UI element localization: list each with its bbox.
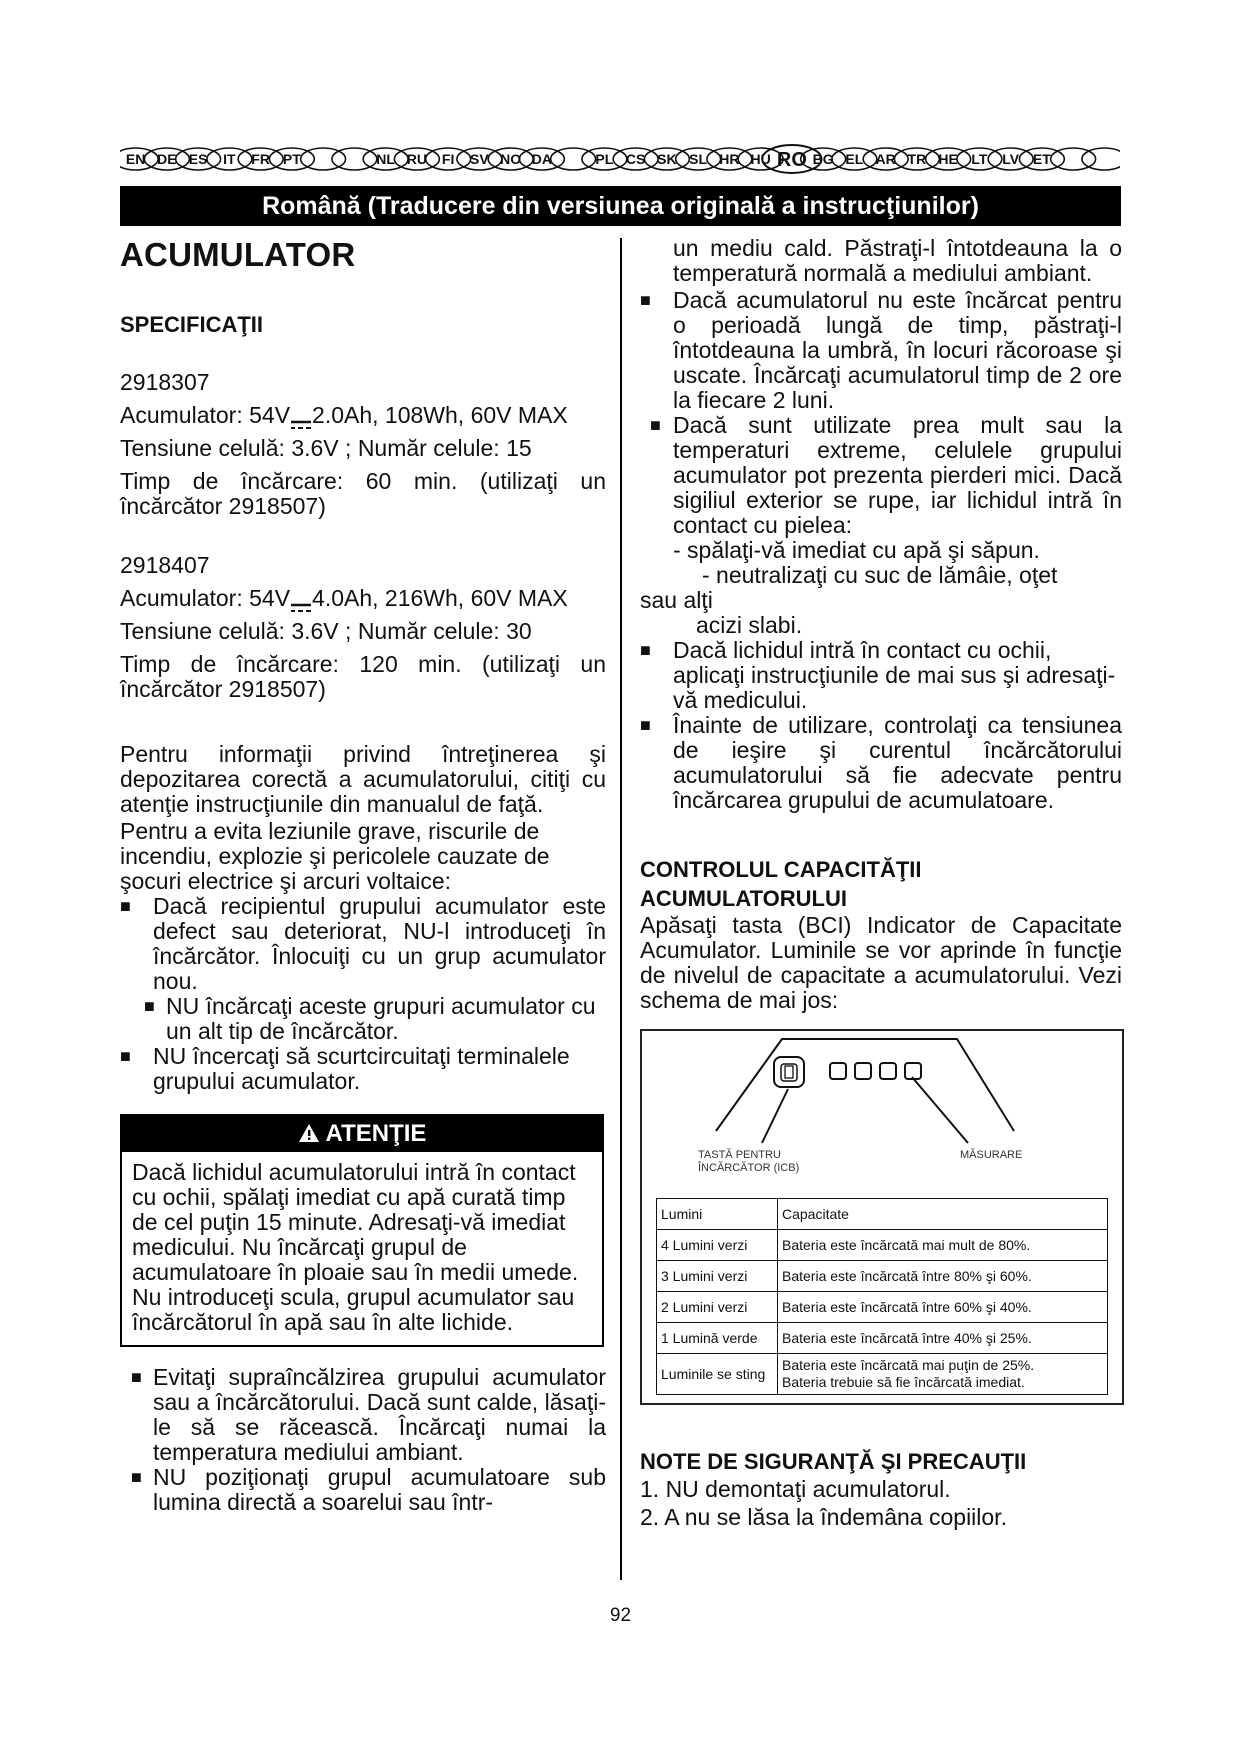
table-row xyxy=(657,1261,1108,1292)
model1-code: 2918307 xyxy=(120,369,210,395)
dash-item-continued: sau alţi xyxy=(640,587,713,613)
table-cell: Bateria este încărcată mai mult de 80%. xyxy=(778,1230,1108,1261)
svg-text:HR: HR xyxy=(719,151,740,167)
bullet-square-icon: ■ xyxy=(131,1467,142,1487)
svg-text:HU: HU xyxy=(750,151,771,167)
model1-accumulator xyxy=(120,403,606,428)
model2-acc-prefix: Acumulator: 54V xyxy=(120,585,291,611)
bullet-square-icon: ■ xyxy=(640,640,651,660)
bullet-square-icon: ■ xyxy=(650,415,661,435)
icb-key-label xyxy=(698,1149,799,1175)
list-item-text: Înainte de utilizare, controlaţi ca tensiunea de ieşire şi curentul încărcătorului acumulatorului să fie adecvate pentru încărcarea grupului de acumulatoare. xyxy=(673,712,1122,813)
model2-charge: Timp de încărcare: 120 min. (utilizaţi un încărcător 2918507) xyxy=(120,651,606,702)
model2-cell: Tensiune celulă: 3.6V ; Număr celule: 30 xyxy=(120,618,532,644)
warning-title: ATENŢIE xyxy=(325,1120,427,1147)
capacity-table xyxy=(656,1198,1108,1395)
bullet-square-icon: ■ xyxy=(640,290,651,310)
list-item-text: Dacă sunt utilizate prea mult sau la temperaturi extreme, celulele grupului acumulator pot prezenta pierderi mici. Dacă sigiliul exterior se rupe, iar lichidul intră în contact cu pielea: xyxy=(673,412,1122,538)
table-cell: 2 Lumini verzi xyxy=(657,1292,778,1323)
capacity-heading-line2: ACUMULATORULUI xyxy=(640,886,847,911)
table-cell: Bateria este încărcată între 80% şi 60%. xyxy=(778,1261,1108,1292)
capacity-heading xyxy=(640,855,1122,913)
list-item xyxy=(640,638,1122,713)
svg-text:FR: FR xyxy=(251,151,270,167)
svg-text:LT: LT xyxy=(971,151,988,167)
svg-text:FI: FI xyxy=(441,151,455,167)
list-item-text: Evitaţi supraîncălzirea grupului acumulator sau a încărcătorului. Dacă sunt calde, lăsaţi-le să se răcească. Încărcaţi numai la temperatura mediului ambiant. xyxy=(153,1364,606,1465)
model2-acc-suffix: 4.0Ah, 216Wh, 60V MAX xyxy=(312,585,568,611)
section-title: ACUMULATOR xyxy=(120,236,356,273)
table-row xyxy=(657,1292,1108,1323)
table-cell xyxy=(778,1354,1108,1395)
svg-text:HE: HE xyxy=(938,151,958,167)
bullet-square-icon: ■ xyxy=(120,896,131,916)
svg-text:NO: NO xyxy=(500,151,522,167)
warning-header xyxy=(122,1116,602,1152)
list-item xyxy=(650,412,1122,538)
list-item xyxy=(120,1044,606,1094)
list-item xyxy=(640,713,1122,813)
list-item xyxy=(144,994,606,1044)
svg-text:RO: RO xyxy=(776,149,807,171)
safety-item: 2. A nu se lăsa la îndemâna copiilor. xyxy=(640,1504,1007,1530)
svg-text:DE: DE xyxy=(157,151,177,167)
svg-text:PL: PL xyxy=(595,151,614,167)
table-cell: Bateria este încărcată între 60% şi 40%. xyxy=(778,1292,1108,1323)
table-cell: 1 Lumină verde xyxy=(657,1323,778,1354)
warning-box xyxy=(120,1114,604,1347)
svg-text:TR: TR xyxy=(907,151,927,167)
svg-text:ES: ES xyxy=(188,151,208,167)
intro-paragraph: Pentru a evita leziunile grave, riscurile de incendiu, explozie şi pericolele cauzate de şocuri electrice şi arcuri voltaice: xyxy=(120,818,550,894)
dc-symbol-icon xyxy=(290,411,312,423)
right-column xyxy=(640,236,1122,1531)
safety-item: 1. NU demontaţi acumulatorul. xyxy=(640,1476,951,1502)
bullet-square-icon: ■ xyxy=(640,715,651,735)
svg-text:PT: PT xyxy=(282,151,301,167)
capacity-heading-line1: CONTROLUL CAPACITĂŢII xyxy=(640,857,922,882)
model1-acc-suffix: 2.0Ah, 108Wh, 60V MAX xyxy=(312,402,568,428)
language-codes-strip xyxy=(120,143,1120,175)
svg-text:AR: AR xyxy=(875,151,896,167)
svg-text:CS: CS xyxy=(625,151,646,167)
table-row xyxy=(657,1354,1108,1395)
safety-heading: NOTE DE SIGURANŢĂ ŞI PRECAUŢII xyxy=(640,1449,1027,1474)
svg-text:EN: EN xyxy=(125,151,146,167)
bullet-square-icon: ■ xyxy=(131,1367,142,1387)
table-cell-line: Bateria trebuie să fie încărcată imediat. xyxy=(782,1374,1025,1390)
table-row xyxy=(657,1230,1108,1261)
dash-item-continued: acizi slabi. xyxy=(696,612,803,638)
svg-text:EL: EL xyxy=(845,151,864,167)
icb-label-line2: ÎNCĂRCĂTOR (ICB) xyxy=(698,1162,800,1174)
warning-triangle-icon xyxy=(298,1118,320,1154)
info-paragraph: Pentru informaţii privind întreţinerea şi depozitarea corectă a acumulatorului, citiţi cu atenţie instrucţiunile din manualul de faţă. xyxy=(120,741,606,817)
list-item-text: NU încercaţi să scurtcircuitaţi terminalele grupului acumulator. xyxy=(153,1043,570,1094)
svg-text:RU: RU xyxy=(406,151,427,167)
list-item-text: NU încărcaţi aceste grupuri acumulator cu un alt tip de încărcător. xyxy=(166,993,596,1044)
table-header-cell: Capacitate xyxy=(778,1199,1108,1230)
page-number: 92 xyxy=(609,1605,632,1626)
svg-text:SV: SV xyxy=(470,151,489,167)
table-header-cell: Lumini xyxy=(657,1199,778,1230)
svg-text:IT: IT xyxy=(223,151,236,167)
list-item-text: Dacă acumulatorul nu este încărcat pentru o perioadă lungă de timp, păstraţi-l întotdeauna la umbră, în locuri răcoroase şi uscate. Încărcaţi acumulatorul timp de 2 ore la fiecare 2 luni. xyxy=(673,287,1122,413)
dc-symbol-icon xyxy=(290,594,312,606)
model1-charge: Timp de încărcare: 60 min. (utilizaţi un încărcător 2918507) xyxy=(120,468,606,519)
list-item xyxy=(640,288,1122,413)
bullet-square-icon: ■ xyxy=(144,996,155,1016)
list-item xyxy=(131,1464,606,1515)
capacity-text: Apăsaţi tasta (BCI) Indicator de Capacitate Acumulator. Luminile se vor aprinde în funcţie de nivelul de capacitate a acumulatorului. Vezi schema de mai jos: xyxy=(640,912,1122,1013)
table-header-row xyxy=(657,1199,1108,1230)
table-row xyxy=(657,1323,1108,1354)
dash-item: - spălaţi-vă imediat cu apă şi săpun. xyxy=(673,537,1040,563)
svg-text:ET: ET xyxy=(1032,151,1051,167)
continuation-text: un mediu cald. Păstraţi-l întotdeauna la o temperatură normală a mediului ambiant. xyxy=(673,235,1122,286)
page-banner: Română (Traducere din versiunea originală a instrucţiunilor) xyxy=(120,186,1121,226)
list-item-text: NU poziţionaţi grupul acumulatoare sub lumina directă a soarelui sau într- xyxy=(153,1464,606,1515)
measure-label: MĂSURARE xyxy=(960,1149,1023,1161)
bullet-square-icon: ■ xyxy=(120,1046,131,1066)
svg-text:SK: SK xyxy=(657,151,677,167)
list-item-text: Dacă lichidul intră în contact cu ochii, aplicaţi instrucţiunile de mai sus şi adresaţi-vă medicului. xyxy=(673,637,1116,713)
model2-code: 2918407 xyxy=(120,552,210,578)
model1-acc-prefix: Acumulator: 54V xyxy=(120,402,291,428)
table-cell: Bateria este încărcată între 40% şi 25%. xyxy=(778,1323,1108,1354)
model1-cell: Tensiune celulă: 3.6V ; Număr celule: 15 xyxy=(120,435,532,461)
svg-text:DA: DA xyxy=(531,151,552,167)
model2-accumulator xyxy=(120,586,606,611)
svg-text:LV: LV xyxy=(1002,151,1020,167)
list-item-text: Dacă recipientul grupului acumulator este defect sau deteriorat, NU-l introduceţi în încărcător. Înlocuiţi cu un grup acumulator nou. xyxy=(153,893,606,994)
bci-diagram xyxy=(640,1029,1124,1405)
table-cell: Luminile se sting xyxy=(657,1354,778,1395)
svg-text:NL: NL xyxy=(376,151,395,167)
svg-text:BG: BG xyxy=(812,151,834,167)
table-cell-line: Bateria este încărcată mai puţin de 25%. xyxy=(782,1357,1035,1373)
svg-text:SL: SL xyxy=(689,151,708,167)
warning-text: Dacă lichidul acumulatorului intră în contact cu ochii, spălaţi imediat cu apă curată timp de cel puţin 15 minute. Adresaţi-vă imediat medicului. Nu încărcaţi grupul de acumulatoare în ploaie sau în medii umede. Nu introduceţi scula, grupul acumulator sau încărcătorul în apă sau în alte lichide. xyxy=(132,1159,579,1335)
column-divider xyxy=(620,238,622,1580)
left-column xyxy=(120,228,606,1515)
language-bar xyxy=(120,143,1120,175)
icb-label-line1: TASTĂ PENTRU xyxy=(698,1149,781,1161)
list-item xyxy=(120,894,606,994)
language-code-blank xyxy=(1082,148,1120,170)
list-item xyxy=(131,1364,606,1465)
dash-item: - neutralizaţi cu suc de lămâie, oţet xyxy=(702,562,1058,588)
table-cell: 3 Lumini verzi xyxy=(657,1261,778,1292)
table-cell: 4 Lumini verzi xyxy=(657,1230,778,1261)
spec-heading: SPECIFICAŢII xyxy=(120,312,264,337)
